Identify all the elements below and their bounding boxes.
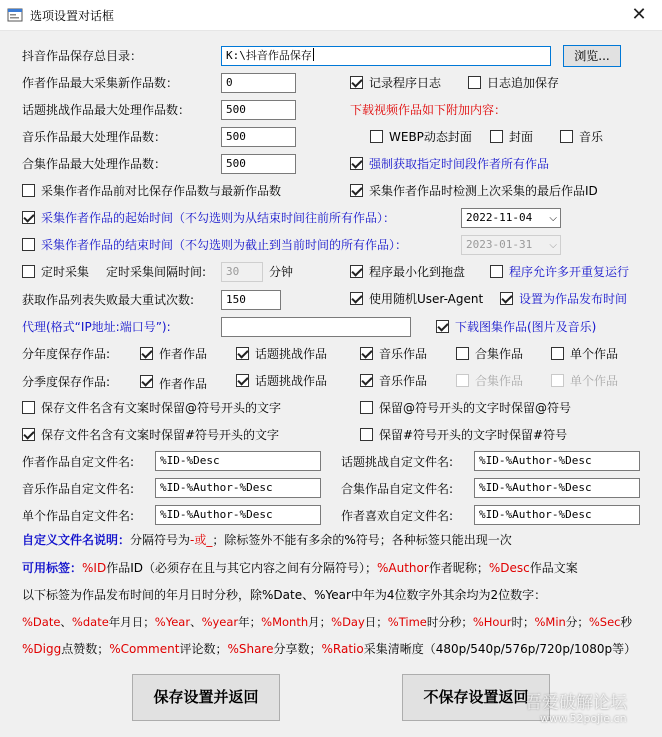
tag-year-desc: 、 <box>190 615 202 629</box>
keep-at-symbol-checkbox[interactable] <box>360 401 373 414</box>
quarter-challenge-label: 话题挑战作品 <box>255 374 328 388</box>
keep-hash-symbol-checkbox[interactable] <box>360 428 373 441</box>
allow-multi-label: 程序允许多开重复运行 <box>509 265 630 279</box>
keep-hash-symbol-label: 保留#符号开头的文字时保留#符号 <box>379 428 568 442</box>
year-single-label: 单个作品 <box>570 347 619 361</box>
custom-help-separator: -或_ <box>190 533 213 547</box>
watermark-text: 吾爱破解论坛 <box>525 693 627 713</box>
tag-hour: %Hour <box>472 615 512 629</box>
start-time-label: 采集作者作品的起始时间（不勾选则为从结束时间往前所有作品）： <box>41 211 396 225</box>
tag-month-desc: 月； <box>308 615 332 629</box>
music-name-label: 音乐作品自定文件名: <box>22 482 135 496</box>
tag-time: %Time <box>387 615 427 629</box>
mix-name-label: 合集作品自定文件名: <box>341 482 454 496</box>
download-gallery-label: 下载图集作品(图片及音乐) <box>455 320 597 334</box>
tag-min: %Min <box>534 615 566 629</box>
start-time-checkbox[interactable] <box>22 211 35 224</box>
download-gallery-checkbox[interactable] <box>436 320 449 333</box>
start-date-value: 2022-11-04 <box>466 211 533 224</box>
set-publish-time-checkbox[interactable] <box>500 292 513 305</box>
custom-help-text-b: ；除标签外不能有多余的%符号；各种标签只能出现一次 <box>212 533 512 547</box>
like-name-label: 作者喜欢自定文件名: <box>341 509 454 523</box>
detect-last-label: 采集作者作品时检测上次采集的最后作品ID <box>369 184 598 198</box>
compare-count-checkbox[interactable] <box>22 184 35 197</box>
timer-checkbox[interactable] <box>22 265 35 278</box>
timer-interval-label: 定时采集间隔时间: <box>106 265 207 279</box>
tag-year-lower-desc: 年； <box>238 615 262 629</box>
max-new-author-input[interactable]: 0 <box>221 73 296 93</box>
record-log-label: 记录程序日志 <box>369 76 442 90</box>
keep-at-symbol-label: 保留@符号开头的文字时保留@符号 <box>379 401 572 415</box>
close-icon[interactable]: ✕ <box>631 4 647 25</box>
like-name-input[interactable]: %ID-%Author-%Desc <box>474 505 640 525</box>
mix-name-input[interactable]: %ID-%Author-%Desc <box>474 478 640 498</box>
tag-date-lower-desc: 年月日； <box>108 615 155 629</box>
quarter-music-checkbox[interactable] <box>360 374 373 387</box>
tag-min-desc: 分； <box>565 615 589 629</box>
max-music-label: 音乐作品最大处理作品数： <box>22 130 167 144</box>
keep-hash-checkbox[interactable] <box>22 428 35 441</box>
webp-cover-label: WEBP动态封面 <box>389 130 472 144</box>
tag-id: %ID <box>82 561 107 575</box>
save-dir-input[interactable] <box>221 46 551 66</box>
max-new-author-label: 作者作品最大采集新作品数： <box>22 76 179 90</box>
tag-ratio: %Ratio <box>321 642 364 656</box>
stats-tags-line <box>22 641 636 657</box>
year-author-label: 作者作品 <box>159 347 208 361</box>
return-without-saving-button[interactable]: 不保存设置返回 <box>402 674 550 721</box>
tag-year: %Year <box>154 615 191 629</box>
challenge-name-input[interactable]: %ID-%Author-%Desc <box>474 451 640 471</box>
tag-date-lower: %date <box>71 615 109 629</box>
title-bar <box>0 0 662 31</box>
custom-help-title: 自定义文件名说明： <box>22 533 131 547</box>
max-challenge-input[interactable]: 500 <box>221 100 296 120</box>
tag-id-desc: 作品ID（必须存在且与其它内容之间有分隔符号）； <box>106 561 377 575</box>
proxy-input[interactable] <box>221 317 411 337</box>
append-log-checkbox[interactable] <box>468 76 481 89</box>
keep-at-checkbox[interactable] <box>22 401 35 414</box>
year-mix-checkbox[interactable] <box>456 347 469 360</box>
tag-digg-desc: 点赞数； <box>61 642 110 656</box>
music-checkbox[interactable] <box>560 130 573 143</box>
max-mix-label: 合集作品最大处理作品数： <box>22 157 167 171</box>
year-author-checkbox[interactable] <box>140 347 153 360</box>
tag-comment-desc: 评论数； <box>179 642 228 656</box>
app-icon <box>7 7 23 23</box>
allow-multi-checkbox[interactable] <box>490 265 503 278</box>
window-title: 选项设置对话框 <box>30 9 115 23</box>
browse-button[interactable]: 浏览... <box>563 45 621 67</box>
tag-sec-desc: 秒 <box>620 615 632 629</box>
tag-time-desc: 时分秒； <box>426 615 473 629</box>
start-date-picker[interactable] <box>461 208 561 228</box>
single-name-input[interactable]: %ID-%Author-%Desc <box>155 505 321 525</box>
timer-unit-label: 分钟 <box>269 265 294 279</box>
quarter-challenge-checkbox[interactable] <box>236 374 249 387</box>
end-date-picker[interactable] <box>461 235 561 255</box>
set-publish-time-label: 设置为作品发布时间 <box>519 292 628 306</box>
retry-label: 获取作品列表失败最大重试次数: <box>22 293 195 307</box>
timer-interval-input[interactable]: 30 <box>221 262 263 282</box>
minimize-tray-checkbox[interactable] <box>350 265 363 278</box>
single-name-label: 单个作品自定文件名: <box>22 509 135 523</box>
tag-year-lower: %year <box>201 615 239 629</box>
year-challenge-checkbox[interactable] <box>236 347 249 360</box>
watermark-url: www.52pojie.cn <box>540 712 627 725</box>
year-music-checkbox[interactable] <box>360 347 373 360</box>
chevron-down-icon: ⌵ <box>549 240 557 251</box>
quarter-single-label: 单个作品 <box>570 374 619 388</box>
minimize-tray-label: 程序最小化到拖盘 <box>369 265 466 279</box>
tag-ratio-desc: 采集清晰度（480p/540p/576p/720p/1080p等） <box>363 642 637 656</box>
compare-count-label: 采集作者作品前对比保存作品数与最新作品数 <box>41 184 282 198</box>
tag-author: %Author <box>377 561 429 575</box>
save-and-return-button[interactable]: 保存设置并返回 <box>132 674 280 721</box>
tag-day: %Day <box>331 615 365 629</box>
tag-date: %Date <box>22 615 61 629</box>
tag-date-desc: 、 <box>60 615 72 629</box>
tag-author-desc: 作者昵称； <box>428 561 489 575</box>
tag-sec: %Sec <box>588 615 621 629</box>
quarter-mix-checkbox[interactable] <box>456 374 469 387</box>
challenge-name-label: 话题挑战自定文件名: <box>341 455 454 469</box>
music-label: 音乐 <box>579 130 604 144</box>
quarter-music-label: 音乐作品 <box>379 374 428 388</box>
tag-share: %Share <box>227 642 274 656</box>
year-mix-label: 合集作品 <box>475 347 524 361</box>
end-date-value: 2023-01-31 <box>466 238 533 251</box>
record-log-checkbox[interactable] <box>350 76 363 89</box>
custom-help-text-a: 分隔符号为 <box>130 533 191 547</box>
end-time-label: 采集作者作品的结束时间（不勾选则为截止到当前时间的所有作品）： <box>41 238 408 252</box>
music-name-input[interactable]: %ID-%Author-%Desc <box>155 478 321 498</box>
tag-comment: %Comment <box>109 642 180 656</box>
tag-digg: %Digg <box>22 642 62 656</box>
end-time-checkbox[interactable] <box>22 238 35 251</box>
random-ua-checkbox[interactable] <box>350 292 363 305</box>
max-mix-input[interactable]: 500 <box>221 154 296 174</box>
keep-at-label: 保存文件名含有文案时保留@符号开头的文字 <box>41 401 282 415</box>
quarter-author-checkbox[interactable] <box>140 375 153 388</box>
cover-checkbox[interactable] <box>490 130 503 143</box>
timer-label: 定时采集 <box>41 265 90 279</box>
year-music-label: 音乐作品 <box>379 347 428 361</box>
author-name-label: 作者作品自定文件名: <box>22 455 135 469</box>
text-caret <box>313 48 314 61</box>
custom-name-help <box>22 532 512 548</box>
tag-day-desc: 日； <box>364 615 388 629</box>
by-year-label: 分年度保存作品: <box>22 347 111 361</box>
quarter-single-checkbox[interactable] <box>551 374 564 387</box>
webp-cover-checkbox[interactable] <box>370 130 383 143</box>
tags-help-title: 可用标签： <box>22 561 83 575</box>
year-single-checkbox[interactable] <box>551 347 564 360</box>
max-challenge-label: 话题挑战作品最大处理作品数： <box>22 103 191 117</box>
tag-share-desc: 分享数； <box>273 642 322 656</box>
quarter-author-label: 作者作品 <box>159 377 208 391</box>
chevron-down-icon: ⌵ <box>549 213 557 224</box>
year-challenge-label: 话题挑战作品 <box>255 347 328 361</box>
proxy-label: 代理(格式“IP地址:端口号”): <box>22 320 171 334</box>
save-dir-value: K:\抖音作品保存 <box>226 49 312 62</box>
random-ua-label: 使用随机User-Agent <box>369 292 484 306</box>
cover-label: 封面 <box>509 130 534 144</box>
time-tags-line <box>22 614 632 630</box>
force-range-label: 强制获取指定时间段作者所有作品 <box>369 157 550 171</box>
keep-hash-label: 保存文件名含有文案时保留#符号开头的文字 <box>41 428 280 442</box>
tags-help <box>22 560 578 576</box>
tag-desc-desc: 作品文案 <box>529 561 578 575</box>
append-log-label: 日志追加保存 <box>487 76 560 90</box>
detect-last-checkbox[interactable] <box>350 184 363 197</box>
author-name-input[interactable]: %ID-%Desc <box>155 451 321 471</box>
tag-hour-desc: 时； <box>511 615 535 629</box>
quarter-mix-label: 合集作品 <box>475 374 524 388</box>
max-music-input[interactable]: 500 <box>221 127 296 147</box>
tag-desc: %Desc <box>488 561 530 575</box>
by-quarter-label: 分季度保存作品: <box>22 375 111 389</box>
download-extra-heading: 下载视频作品如下附加内容： <box>350 103 507 117</box>
save-dir-label: 抖音作品保存总目录： <box>22 49 143 63</box>
tag-month: %Month <box>261 615 309 629</box>
force-range-checkbox[interactable] <box>350 157 363 170</box>
retry-input[interactable]: 150 <box>221 290 281 310</box>
time-tags-help: 以下标签为作品发布时间的年月日时分秒，除%Date、%Year中年为4位数字外其余均为2位数字： <box>22 588 547 602</box>
